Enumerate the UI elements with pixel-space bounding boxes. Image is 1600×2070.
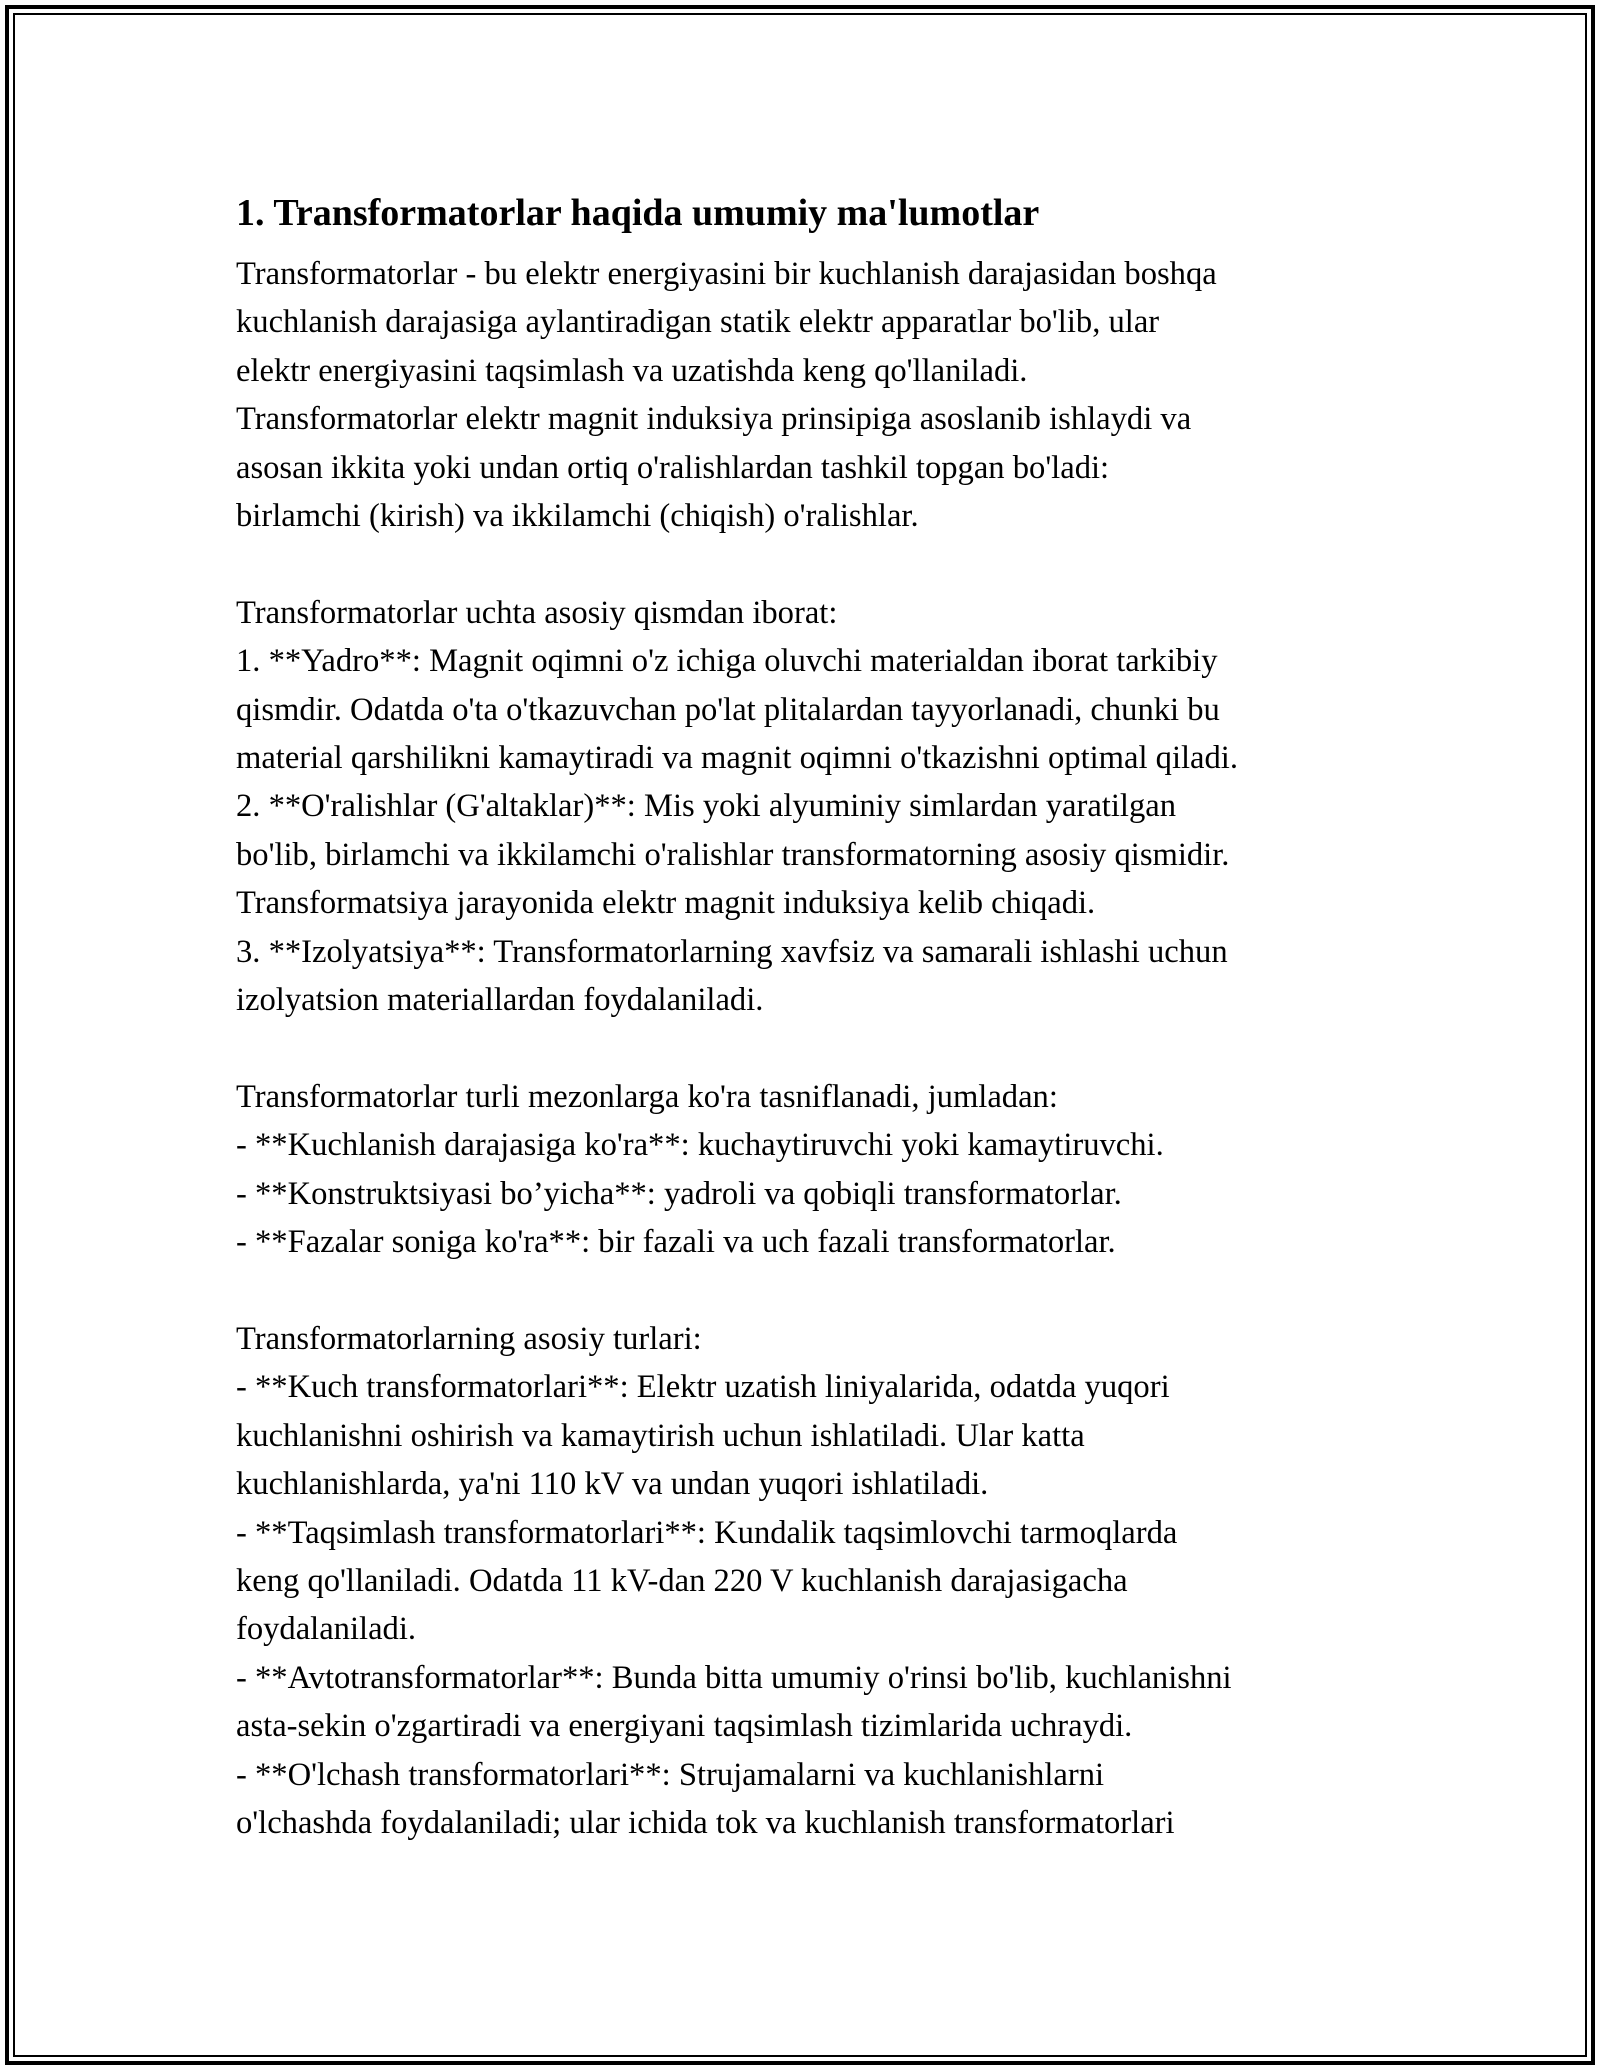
text-line: keng qo'llaniladi. Odatda 11 kV-dan 220 V kuchlanish darajasigacha	[236, 1562, 1128, 1599]
paragraph-break	[236, 1024, 1376, 1072]
text-line: - **Avtotransformatorlar**: Bunda bitta umumiy o'rinsi bo'lib, kuchlanishni	[236, 1659, 1232, 1696]
text-line: kuchlanishni oshirish va kamaytirish uchun ishlatiladi. Ular katta	[236, 1417, 1085, 1454]
text-line: kuchlanish darajasiga aylantiradigan statik elektr apparatlar bo'lib, ular	[236, 304, 1160, 341]
text-line: qismdir. Odatda o'ta o'tkazuvchan po'lat plitalardan tayyorlanadi, chunki bu	[236, 691, 1220, 728]
text-line: 3. **Izolyatsiya**: Transformatorlarning xavfsiz va samarali ishlashi uchun	[236, 933, 1228, 970]
text-line: foydalaniladi.	[236, 1611, 417, 1648]
text-line: o'lchashda foydalaniladi; ular ichida tok va kuchlanish transformatorlari	[236, 1804, 1175, 1841]
text-line: - **Konstruktsiyasi bo’yicha**: yadroli va qobiqli transformatorlar.	[236, 1175, 1122, 1212]
text-line: asosan ikkita yoki undan ortiq o'ralishlardan tashkil topgan bo'ladi:	[236, 449, 1110, 486]
document-body	[236, 186, 1376, 1847]
text-line: Transformatorlar uchta asosiy qismdan iborat:	[236, 594, 838, 631]
text-line: izolyatsion materiallardan foydalaniladi.	[236, 982, 764, 1019]
text-line: - **Kuch transformatorlari**: Elektr uzatish liniyalarida, odatda yuqori	[236, 1369, 1170, 1406]
text-line: 2. **O'ralishlar (G'altaklar)**: Mis yoki alyuminiy simlardan yaratilgan	[236, 788, 1176, 825]
paragraph-break	[236, 540, 1376, 588]
paragraph-break	[236, 1267, 1376, 1315]
text-line: birlamchi (kirish) va ikkilamchi (chiqish) o'ralishlar.	[236, 498, 919, 535]
text-line: elektr energiyasini taqsimlash va uzatishda keng qo'llaniladi.	[236, 352, 1028, 389]
text-line: bo'lib, birlamchi va ikkilamchi o'ralishlar transformatorning asosiy qismidir.	[236, 836, 1230, 873]
text-line: Transformatorlar turli mezonlarga ko'ra tasniflanadi, jumladan:	[236, 1078, 1058, 1115]
text-line: Transformatorlar - bu elektr energiyasini bir kuchlanish darajasidan boshqa	[236, 256, 1217, 292]
text-line: Transformatorlar elektr magnit induksiya prinsipiga asoslanib ishlaydi va	[236, 401, 1192, 438]
page-title: 1. Transformatorlar haqida umumiy ma'lumotlar	[236, 192, 1040, 234]
text-line: asta-sekin o'zgartiradi va energiyani taqsimlash tizimlarida uchraydi.	[236, 1708, 1133, 1745]
text-line: - **Taqsimlash transformatorlari**: Kundalik taqsimlovchi tarmoqlarda	[236, 1514, 1178, 1551]
text-line: Transformatorlarning asosiy turlari:	[236, 1320, 702, 1357]
text-line: - **Kuchlanish darajasiga ko'ra**: kuchaytiruvchi yoki kamaytiruvchi.	[236, 1127, 1164, 1164]
text-line: 1. **Yadro**: Magnit oqimni o'z ichiga oluvchi materialdan iborat tarkibiy	[236, 643, 1218, 680]
text-line: kuchlanishlarda, ya'ni 110 kV va undan yuqori ishlatiladi.	[236, 1466, 989, 1503]
text-line: Transformatsiya jarayonida elektr magnit induksiya kelib chiqadi.	[236, 885, 1096, 922]
document-text	[236, 250, 1376, 1847]
text-line: - **O'lchash transformatorlari**: Strujamalarni va kuchlanishlarni	[236, 1756, 1105, 1793]
text-line: material qarshilikni kamaytiradi va magnit oqimni o'tkazishni optimal qiladi.	[236, 740, 1239, 777]
text-line: - **Fazalar soniga ko'ra**: bir fazali va uch fazali transformatorlar.	[236, 1224, 1116, 1261]
